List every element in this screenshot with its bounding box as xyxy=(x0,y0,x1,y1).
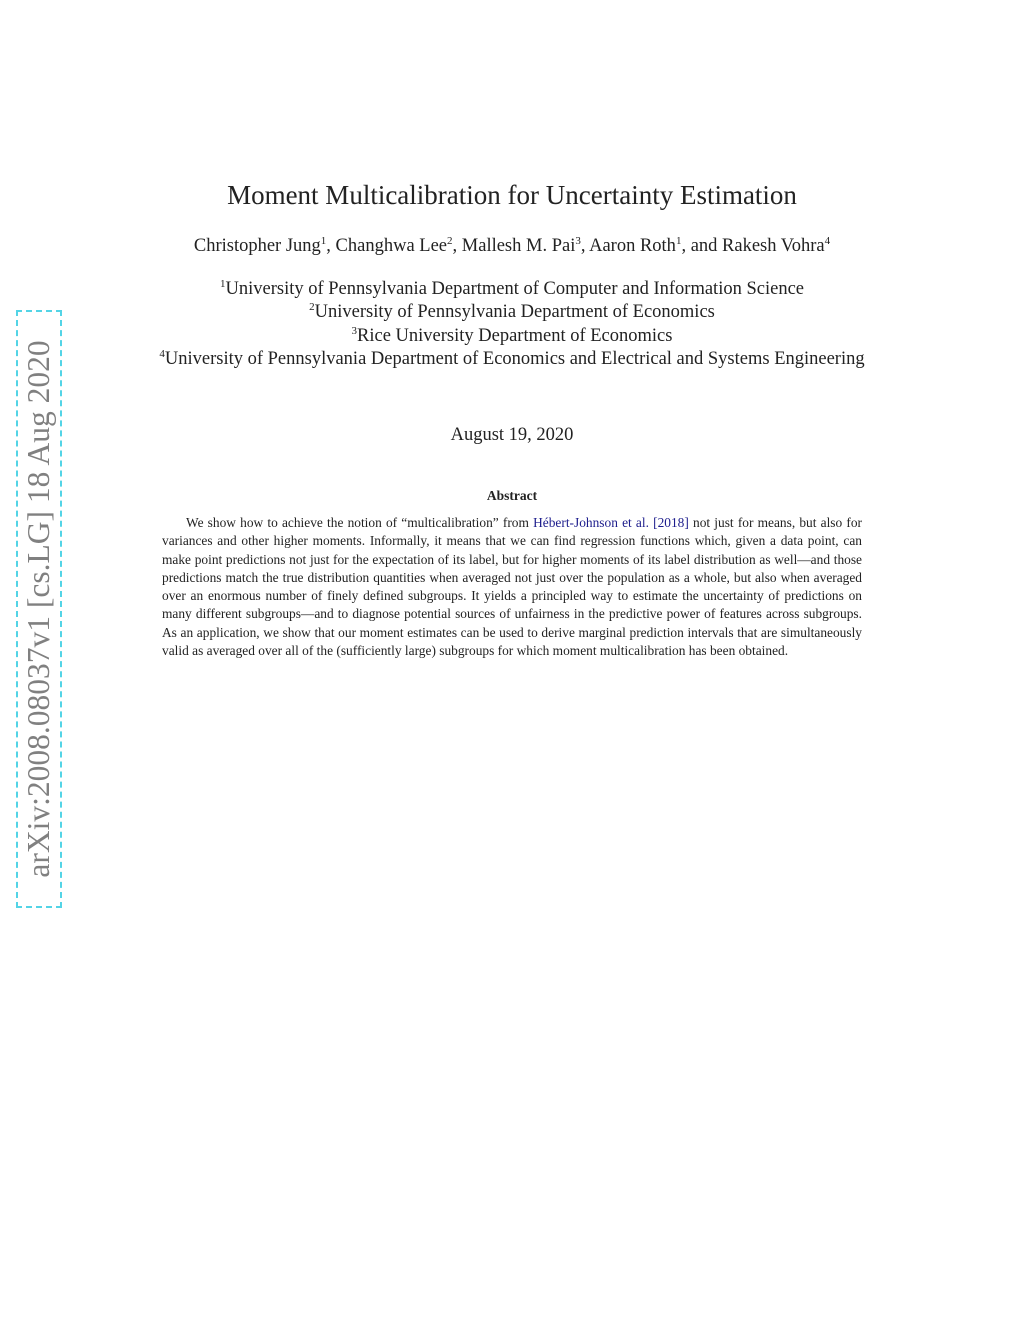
author-name: Changhwa Lee xyxy=(335,236,448,256)
affiliation xyxy=(150,325,874,348)
author-name: Mallesh M. Pai xyxy=(461,236,576,256)
citation-link[interactable] xyxy=(533,515,689,530)
author-affil-mark: 2 xyxy=(447,235,453,247)
affiliation-text: University of Pennsylvania Department of Computer and Information Science xyxy=(225,279,804,299)
affiliation-mark: 3 xyxy=(351,324,358,337)
affiliation-list xyxy=(150,278,874,371)
author-separator: , xyxy=(580,236,590,256)
publication-date: August 19, 2020 xyxy=(450,425,574,445)
affiliation-mark: 4 xyxy=(159,347,165,360)
abstract-text-after: not just for means, but also for variances and other higher moments. Informally, it means that we can find regression functions which, given a data point, can make point predictions not just for the expectation of its label, but for higher moments of its label distribution as well—and those predictions match the true distribution quantities when averaged not just over the population as a whole, but also when averaged over an enormous number of finely defined subgroups. It yields a principled way to estimate the uncertainty of predictions on many different subgroups—and to diagnose potential sources of unfairness in the predictive power of features across subgroups. As an application, we show that our moment estimates can be used to derive marginal prediction intervals that are simultaneously valid as averaged over all of the (sufficiently large) subgroups for which moment multicalibration has been obtained. xyxy=(162,515,862,659)
author-affil-mark: 4 xyxy=(824,235,831,247)
author-separator: , xyxy=(326,236,336,256)
affiliation-mark: 2 xyxy=(309,301,315,314)
affiliation-text: Rice University Department of Economics xyxy=(357,325,673,346)
affiliation xyxy=(150,301,874,324)
author-separator: , and xyxy=(681,236,723,256)
author-name: Rakesh Vohra xyxy=(722,236,825,256)
author-separator: , xyxy=(452,236,462,256)
arxiv-stamp xyxy=(16,310,62,908)
affiliation xyxy=(150,348,874,371)
arxiv-identifier: arXiv:2008.08037v1 [cs.LG] 18 Aug 2020 xyxy=(21,340,56,878)
author-affil-mark: 3 xyxy=(575,235,581,247)
author-affil-mark: 1 xyxy=(675,235,682,247)
author-name: Christopher Jung xyxy=(193,236,321,256)
affiliation xyxy=(150,278,874,301)
affiliation-text: University of Pennsylvania Department of Economics and Electrical and Systems Engineering xyxy=(164,348,865,369)
abstract-body xyxy=(162,514,862,660)
citation-authors: Hébert-Johnson et al. xyxy=(533,515,649,530)
author-list xyxy=(0,236,1024,257)
abstract-heading: Abstract xyxy=(486,488,538,503)
abstract-text-before: We show how to achieve the notion of “multicalibration” from xyxy=(186,515,534,530)
affiliation-text: University of Pennsylvania Department of Economics xyxy=(314,302,715,323)
author-name: Aaron Roth xyxy=(589,236,676,256)
author-affil-mark: 1 xyxy=(320,235,327,247)
citation-year: [2018] xyxy=(653,515,689,530)
paper-title: Moment Multicalibration for Uncertainty Estimation xyxy=(227,180,797,210)
affiliation-mark: 1 xyxy=(220,278,226,290)
